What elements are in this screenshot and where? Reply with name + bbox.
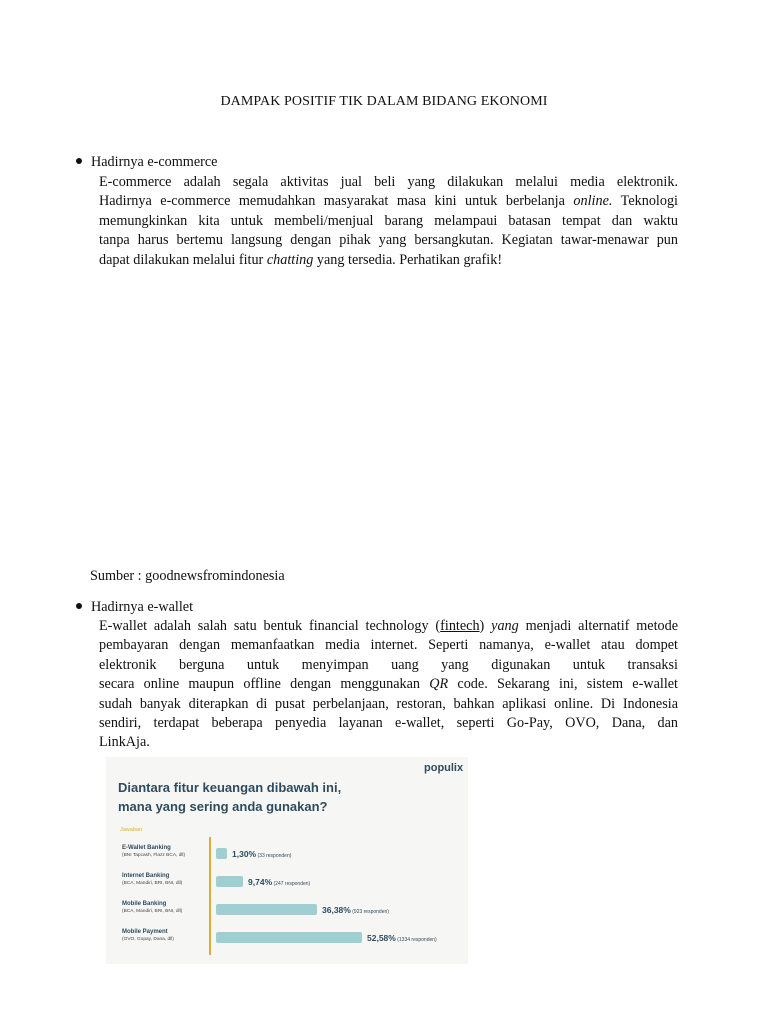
text-run: online.	[573, 193, 613, 210]
infographic-question-line1: Diantara fitur keuangan dibawah ini,	[118, 780, 342, 795]
paragraph-line	[99, 656, 678, 675]
category-note: (BNI Tapcash, Flazz BCA, dll)	[122, 853, 186, 858]
text-run: code. Sekarang ini, sistem e-wallet	[448, 676, 678, 693]
bar-respondents: (1334 responden)	[395, 937, 437, 943]
paragraph-line	[99, 617, 678, 636]
paragraph-ecommerce	[99, 173, 678, 270]
bar-percent: 36,38%	[322, 905, 351, 915]
infographic-subtitle: Jawaban	[120, 827, 143, 833]
page-title: DAMPAK POSITIF TIK DALAM BIDANG EKONOMI	[220, 94, 548, 109]
chart-row	[106, 873, 468, 895]
text-run: sudah banyak diterapkan di pusat perbelanjaan, restoran, bahkan aplikasi online. Di Indonesia	[99, 695, 678, 712]
text-run: elektronik berguna untuk menyimpan uang yang digunakan untuk transaksi	[99, 656, 678, 673]
paragraph-line	[99, 231, 678, 250]
text-run: dapat dilakukan melalui fitur	[99, 251, 267, 268]
text-run: Teknologi	[612, 193, 678, 210]
bar-percent: 9,74%	[248, 877, 273, 887]
text-run: yang tersedia. Perhatikan grafik!	[313, 251, 503, 268]
chart-row	[106, 901, 468, 923]
paragraph-line	[99, 636, 678, 655]
section-heading-ewallet: Hadirnya e-wallet	[91, 599, 194, 615]
category-label: Mobile Payment	[122, 929, 168, 935]
text-run: E-commerce adalah segala aktivitas jual beli yang dilakukan melalui media elektronik.	[99, 174, 678, 190]
chart-row	[106, 929, 468, 951]
paragraph-line	[99, 695, 678, 714]
text-run: fintech	[440, 618, 480, 634]
chart-row	[106, 845, 468, 867]
text-run: sendiri, terdapat beberapa penyedia layanan e-wallet, seperti Go-Pay, OVO, Dana, dan	[99, 715, 678, 732]
bar-value-label	[367, 932, 437, 946]
paragraph-line	[99, 173, 678, 192]
populix-infographic	[106, 757, 468, 964]
category-note: (BCA, Mandiri, BRI, BNI, dll)	[122, 909, 183, 914]
text-run: pembayaran dengan memanfaatkan media internet. Seperti namanya, e-wallet atau dompet	[99, 637, 678, 654]
chart-bar	[216, 876, 243, 887]
text-run: yang	[491, 618, 519, 634]
paragraph-line	[99, 675, 678, 694]
category-label: E-Wallet Banking	[122, 845, 171, 851]
bar-percent: 52,58%	[367, 933, 396, 943]
category-note: (BCA, Mandiri, BRI, BNI, dll)	[122, 881, 183, 886]
bullet-dot-icon	[76, 158, 82, 164]
paragraph-line	[99, 251, 678, 270]
text-run: )	[479, 618, 492, 634]
bar-respondents: (923 responden)	[350, 909, 389, 915]
paragraph-line	[99, 714, 678, 733]
populix-logo: populix	[424, 762, 464, 774]
text-run: QR	[429, 676, 449, 693]
text-run: secara online maupun offline dengan menggunakan	[99, 676, 430, 693]
category-note: (OVO, Gopay, Dana, dll)	[122, 937, 174, 942]
text-run: E-wallet adalah salah satu bentuk financial technology (	[99, 618, 441, 634]
paragraph-line	[99, 733, 678, 752]
text-run: memungkinkan kita untuk membeli/menjual barang melampaui batasan tempat dan waktu	[99, 212, 678, 229]
text-run: tanpa harus bertemu langsung dengan pihak yang bersangkutan. Kegiatan tawar-menawar pun	[99, 232, 678, 249]
chart-bar	[216, 904, 317, 915]
category-label: Internet Banking	[122, 873, 170, 879]
bullet-dot-icon	[76, 603, 82, 609]
source-caption: Sumber : goodnewsfromindonesia	[90, 568, 285, 584]
chart-bar	[216, 932, 362, 943]
bar-value-label	[232, 848, 291, 862]
text-run: LinkAja.	[99, 734, 150, 751]
paragraph-ewallet	[99, 617, 678, 753]
bar-value-label	[248, 876, 310, 890]
bar-respondents: (33 responden)	[256, 853, 292, 859]
text-run: menjadi alternatif metode	[518, 618, 678, 634]
paragraph-line	[99, 192, 678, 211]
bar-percent: 1,30%	[232, 849, 257, 859]
infographic-question-line2: mana yang sering anda gunakan?	[118, 799, 328, 814]
bar-value-label	[322, 904, 389, 918]
section-heading-ecommerce: Hadirnya e-commerce	[91, 154, 218, 170]
text-run: Hadirnya e-commerce memudahkan masyarakat masa kini untuk berbelanja	[99, 193, 574, 210]
category-label: Mobile Banking	[122, 901, 167, 907]
text-run: chatting	[266, 251, 314, 268]
paragraph-line	[99, 212, 678, 231]
chart-bar	[216, 848, 227, 859]
bar-respondents: (247 responden)	[272, 881, 311, 887]
